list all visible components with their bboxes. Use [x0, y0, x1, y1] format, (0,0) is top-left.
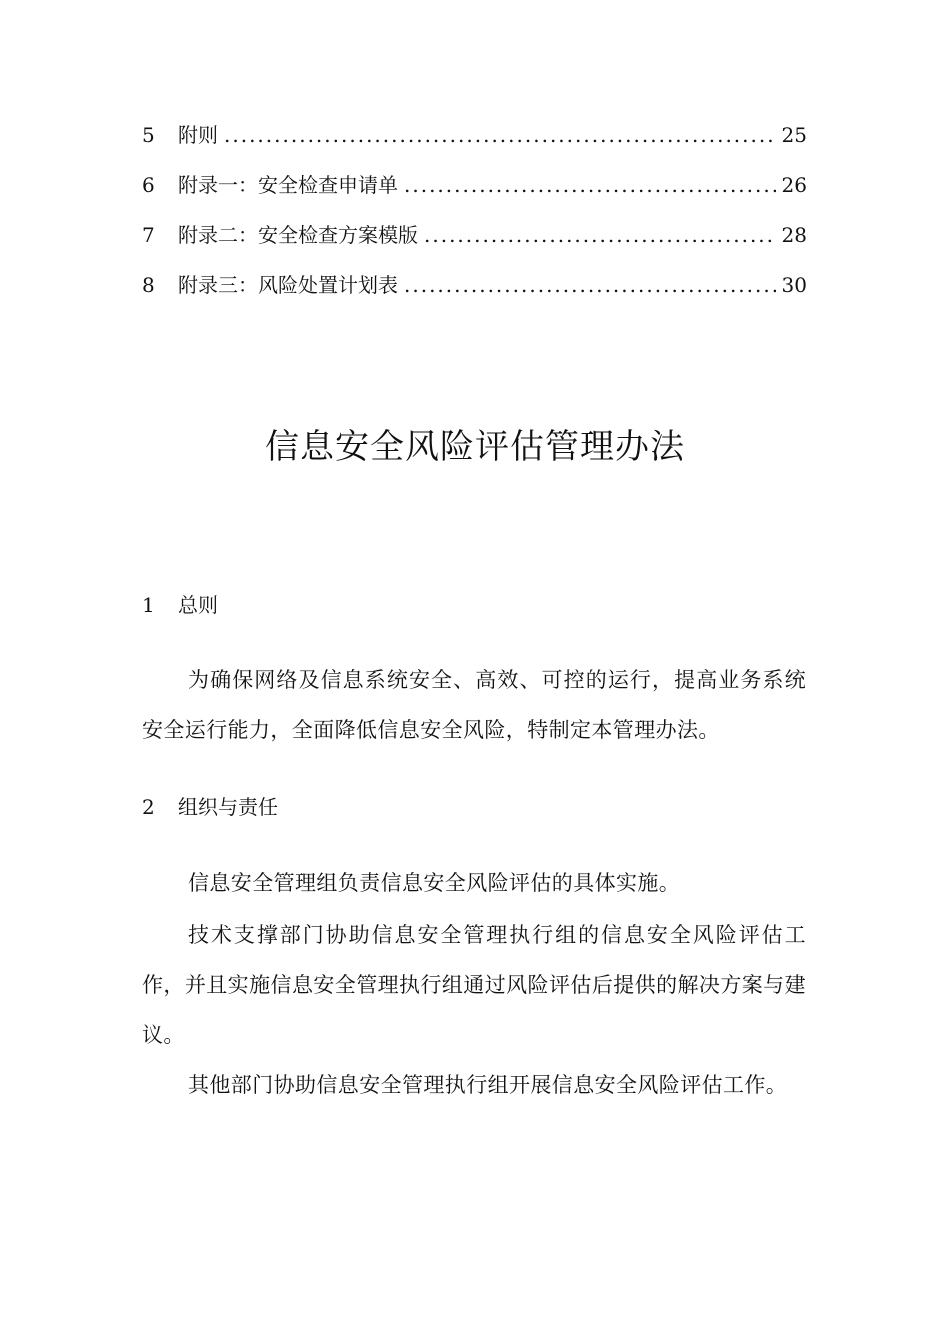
toc-entry-page: 26	[781, 173, 807, 197]
toc-entry-title: 附录三：风险处置计划表	[178, 273, 398, 297]
toc-entry-page: 28	[781, 223, 807, 247]
body-paragraph: 为确保网络及信息系统安全、高效、可控的运行，提高业务系统安全运行能力，全面降低信息安全风险，特制定本管理办法。	[142, 668, 806, 742]
section-number: 2	[142, 795, 155, 819]
toc-entry-title: 附录一：安全检查申请单	[178, 173, 398, 197]
toc-entry-title: 附录二：安全检查方案模版	[178, 223, 418, 247]
section-title: 总则	[178, 593, 218, 617]
toc-entry-number: 5	[142, 123, 155, 147]
toc-entry-page: 30	[781, 273, 807, 297]
body-paragraph: 其他部门协助信息安全管理执行组开展信息安全风险评估工作。	[188, 1073, 788, 1097]
body-paragraph: 技术支撑部门协助信息安全管理执行组的信息安全风险评估工作，并且实施信息安全管理执行组通过风险评估后提供的解决方案与建议。	[142, 923, 806, 1047]
toc-entry[interactable]	[142, 218, 807, 268]
toc-dot-leader	[224, 118, 776, 152]
toc-entry-title: 附则	[178, 123, 218, 147]
toc-entry[interactable]	[142, 118, 807, 168]
section-number: 1	[142, 593, 155, 617]
toc-entry-page: 25	[781, 123, 807, 147]
toc-dot-leader	[404, 268, 776, 302]
document-title: 信息安全风险评估管理办法	[265, 427, 685, 467]
toc-entry-number: 6	[142, 173, 155, 197]
section-title: 组织与责任	[178, 795, 278, 819]
table-of-contents	[142, 118, 807, 318]
toc-dot-leader	[404, 168, 776, 202]
toc-entry[interactable]	[142, 268, 807, 318]
body-paragraph: 信息安全管理组负责信息安全风险评估的具体实施。	[188, 871, 681, 895]
toc-entry-number: 7	[142, 223, 155, 247]
toc-entry-number: 8	[142, 273, 155, 297]
section-heading-general	[142, 588, 218, 622]
section-heading-organization	[142, 790, 278, 824]
toc-dot-leader	[424, 218, 776, 252]
toc-entry[interactable]	[142, 168, 807, 218]
